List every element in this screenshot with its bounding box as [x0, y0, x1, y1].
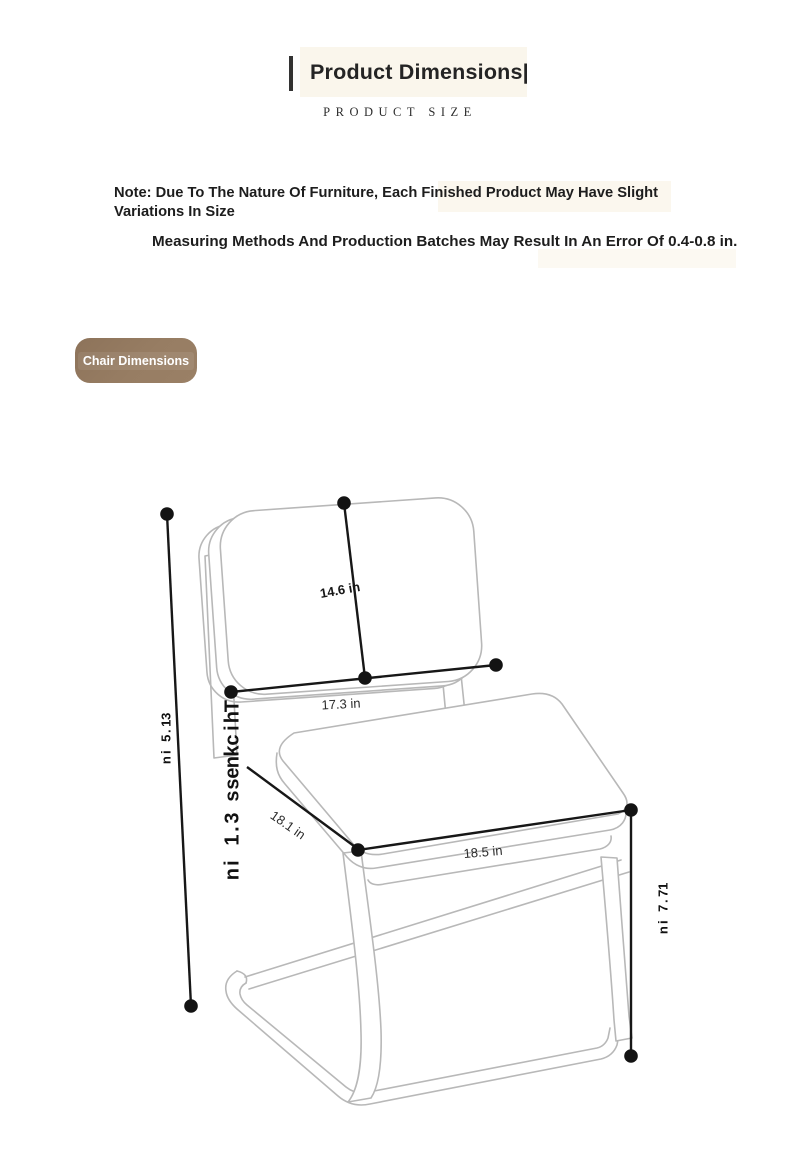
page-subtitle: PRODUCT SIZE	[323, 105, 477, 119]
tolerance-text: Measuring Methods And Production Batches May Result In An Error Of 0.4-0.8 in.	[152, 233, 738, 250]
page-title: Product Dimensions|	[310, 60, 529, 84]
chair-outline	[196, 495, 632, 1105]
chair-floor-rail-outer	[226, 971, 619, 1105]
dim-label-seat-width: 18.5 in	[462, 842, 504, 862]
dim-label-seat-height: 1 7 . 7 i n	[655, 882, 671, 934]
dim-label-total-height: 3 1 . 5 i n	[158, 712, 174, 764]
chair-left-leg	[343, 851, 381, 1102]
chair-dimensions-badge-label: Chair Dimensions	[78, 352, 194, 370]
note-line-1: Note: Due To The Nature Of Furniture, Each Finished Product May Have Slight	[114, 185, 659, 201]
chair-rear-rail	[245, 860, 621, 977]
dim-label-back-height: 14.6 in	[318, 579, 362, 601]
dim-label-thickness: T h i c k n e s s 3 . 1 i n	[221, 699, 243, 881]
note-line-2: Variations In Size	[114, 203, 235, 220]
chair-floor-rail-inner	[240, 983, 610, 1093]
chair-backrest	[196, 495, 485, 704]
chair-right-leg	[601, 857, 632, 1041]
dim-label-back-width: 17.3 in	[321, 695, 361, 713]
dim-label-seat-depth: 18.1 in	[267, 807, 309, 843]
chair-rear-rail-inner	[249, 872, 629, 989]
